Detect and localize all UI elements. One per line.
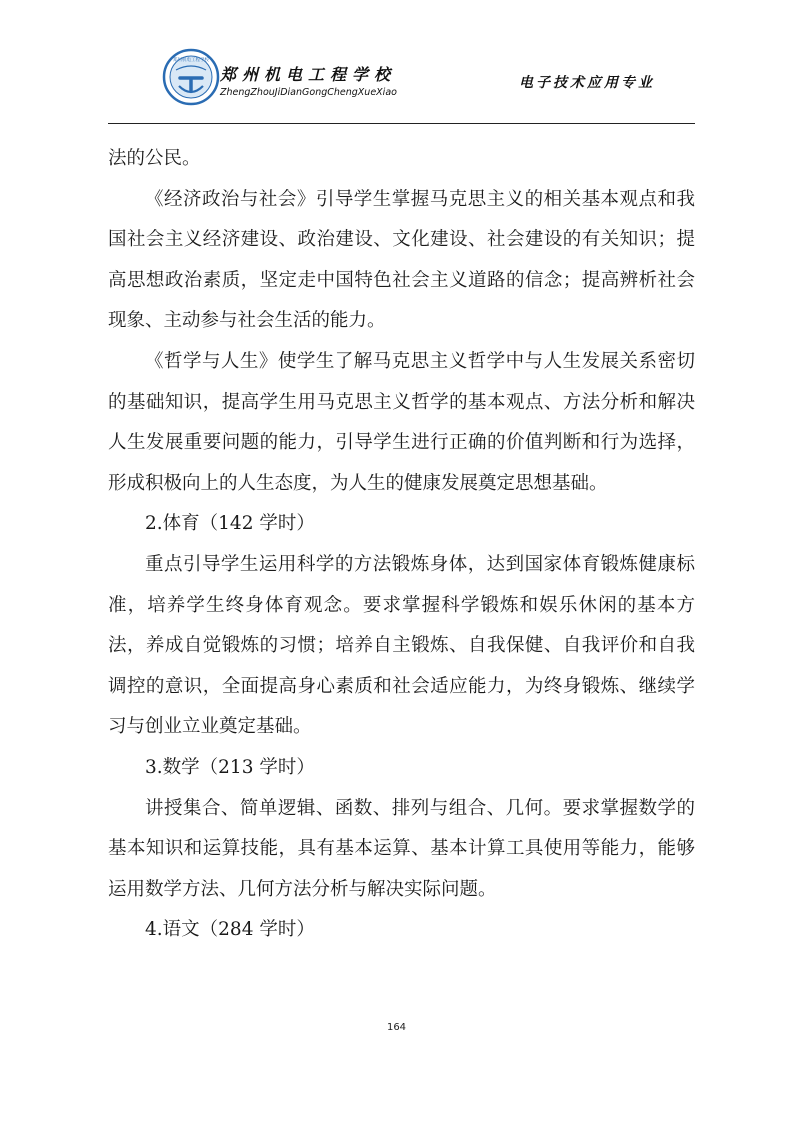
section-heading-pe: 2.体育（142 学时） — [145, 513, 315, 535]
header-divider — [108, 123, 695, 124]
paragraph-economics-politics: 《经济政治与社会》引导学生掌握马克思主义的相关基本观点和我国社会主义经济建设、政治建设、文化建设、社会建设的有关知识；提高思想政治素质，坚定走中国特色社会主义道路的信念；提高辨析社会现象、主动参与社会生活的能力。 — [108, 188, 695, 332]
page-number: 164 — [386, 1022, 407, 1033]
major-title: 电子技术应用专业 — [519, 75, 655, 91]
school-name-pinyin: ZhengZhouJiDianGongChengXueXiao — [220, 87, 397, 98]
section-heading-chinese: 4.语文（284 学时） — [145, 919, 315, 941]
page-header — [108, 42, 695, 124]
logo-ring-text: 郑州机电工程学校 — [173, 58, 209, 63]
school-logo-icon — [162, 48, 220, 106]
paragraph-continuation: 法的公民。 — [108, 148, 201, 169]
section-heading-math: 3.数学（213 学时） — [145, 756, 315, 778]
paragraph-pe: 重点引导学生运用科学的方法锻炼身体，达到国家体育锻炼健康标准，培养学生终身体育观念。要求掌握科学锻炼和娱乐休闲的基本方法，养成自觉锻炼的习惯；培养自主锻炼、自我保健、自我评价和自我调控的意识，全面提高身心素质和社会适应能力，为终身锻炼、继续学习与创业立业奠定基础。 — [108, 553, 695, 738]
school-name: 郑州机电工程学校 — [220, 65, 397, 84]
paragraph-math: 讲授集合、简单逻辑、函数、排列与组合、几何。要求掌握数学的基本知识和运算技能，具有基本运算、基本计算工具使用等能力，能够运用数学方法、几何方法分析与解决实际问题。 — [108, 797, 695, 900]
paragraph-philosophy: 《哲学与人生》使学生了解马克思主义哲学中与人生发展关系密切的基础知识，提高学生用马克思主义哲学的基本观点、方法分析和解决人生发展重要问题的能力，引导学生进行正确的价值判断和行为选择，形成积极向上的人生态度，为人生的健康发展奠定思想基础。 — [108, 350, 695, 494]
document-body — [108, 139, 695, 951]
